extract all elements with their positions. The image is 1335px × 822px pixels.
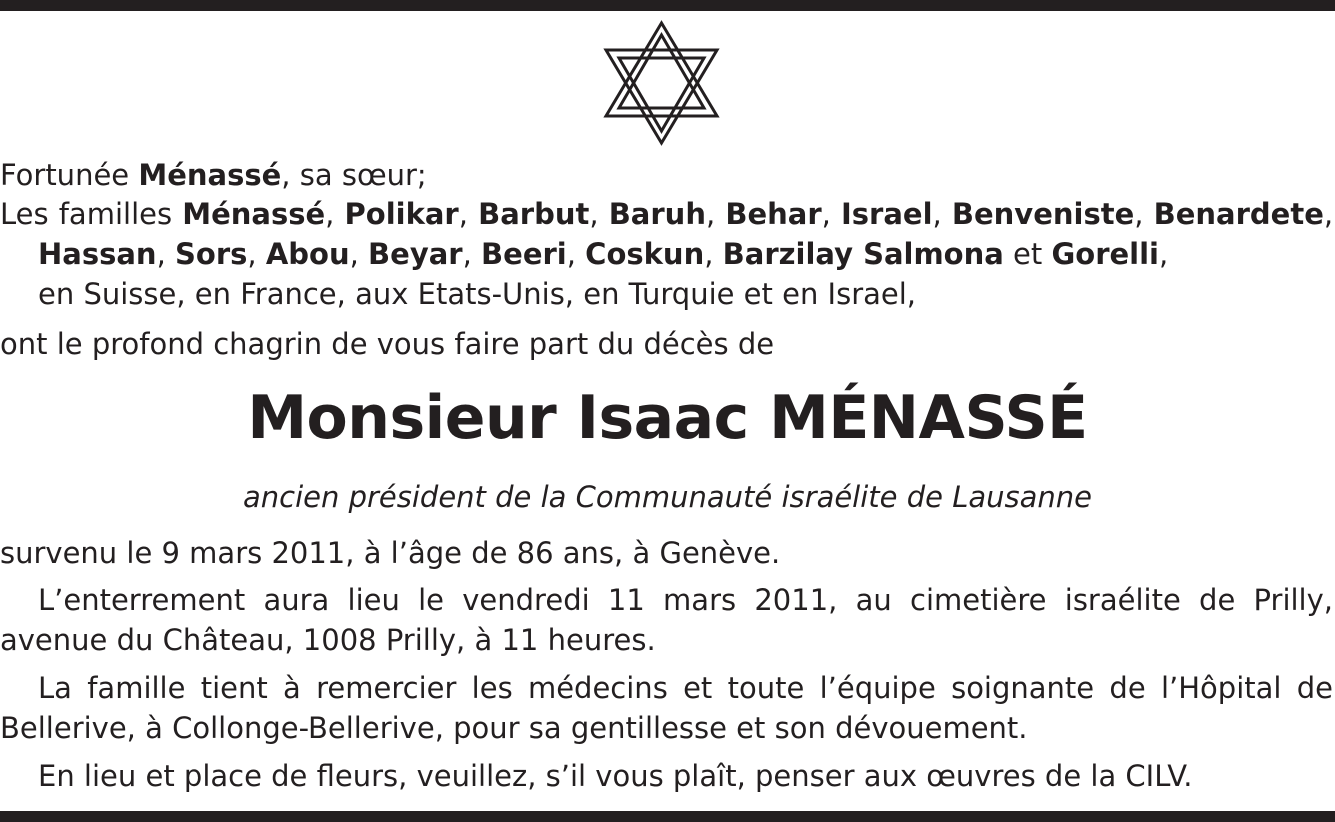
thanks-line-1: La famille tient à remercier les médecins et toute l’équipe soignante de l’Hôpital de	[38, 671, 1333, 705]
family-name: Sors	[175, 237, 248, 271]
family-name: Gorelli	[1051, 237, 1160, 271]
family-name: Barzilay Salmona	[722, 237, 1004, 271]
families-conjunction: et	[1003, 237, 1052, 271]
family-name: Ménassé	[182, 197, 326, 231]
deceased-name: Monsieur Isaac MÉNASSÉ	[247, 383, 1088, 453]
sister-surname: Ménassé	[138, 158, 282, 192]
family-name: Benardete	[1153, 197, 1324, 231]
star-of-david-icon	[603, 20, 720, 146]
family-name: Israel	[841, 197, 933, 231]
families-prefix: Les familles	[0, 197, 173, 231]
death-details: survenu le 9 mars 2011, à l’âge de 86 ans, à Genève.	[0, 536, 781, 570]
announcement-line: ont le profond chagrin de vous faire part du décès de	[0, 327, 775, 361]
family-name: Coskun	[585, 237, 705, 271]
deceased-role: ancien président de la Communauté israélite de Lausanne	[242, 480, 1092, 514]
flowers-line: En lieu et place de fleurs, veuillez, s’il vous plaît, penser aux œuvres de la CILV.	[38, 759, 1193, 793]
family-name: Behar	[725, 197, 822, 231]
funeral-line-2: avenue du Château, 1008 Prilly, à 11 heures.	[0, 623, 656, 657]
family-name: Benveniste	[951, 197, 1135, 231]
family-name: Baruh	[608, 197, 706, 231]
top-border	[0, 0, 1335, 11]
thanks-line-2: Bellerive, à Collonge-Bellerive, pour sa gentillesse et son dévouement.	[0, 711, 1028, 745]
family-name: Beyar	[368, 237, 463, 271]
sister-first-name: Fortunée	[0, 158, 139, 192]
family-name: Barbut	[478, 197, 590, 231]
family-name: Beeri	[481, 237, 567, 271]
families-line-2: Hassan, Sors, Abou, Beyar, Beeri, Coskun, Barzilay Salmona et Gorelli,	[38, 237, 1169, 271]
family-name: Polikar	[344, 197, 459, 231]
funeral-line-1: L’enterrement aura lieu le vendredi 11 mars 2011, au cimetière israélite de Prilly,	[38, 583, 1333, 617]
sister-line	[0, 155, 427, 195]
family-name: Abou	[265, 237, 350, 271]
sister-relation: , sa sœur;	[281, 158, 427, 192]
countries-line: en Suisse, en France, aux Etats-Unis, en Turquie et en Israel,	[38, 277, 917, 311]
families-end: ,	[1159, 237, 1169, 271]
bottom-border	[0, 811, 1335, 822]
family-name: Hassan	[38, 237, 157, 271]
families-line-1: Les familles Ménassé, Polikar, Barbut, Baruh, Behar, Israel, Benveniste, Benardete,	[0, 197, 1334, 231]
